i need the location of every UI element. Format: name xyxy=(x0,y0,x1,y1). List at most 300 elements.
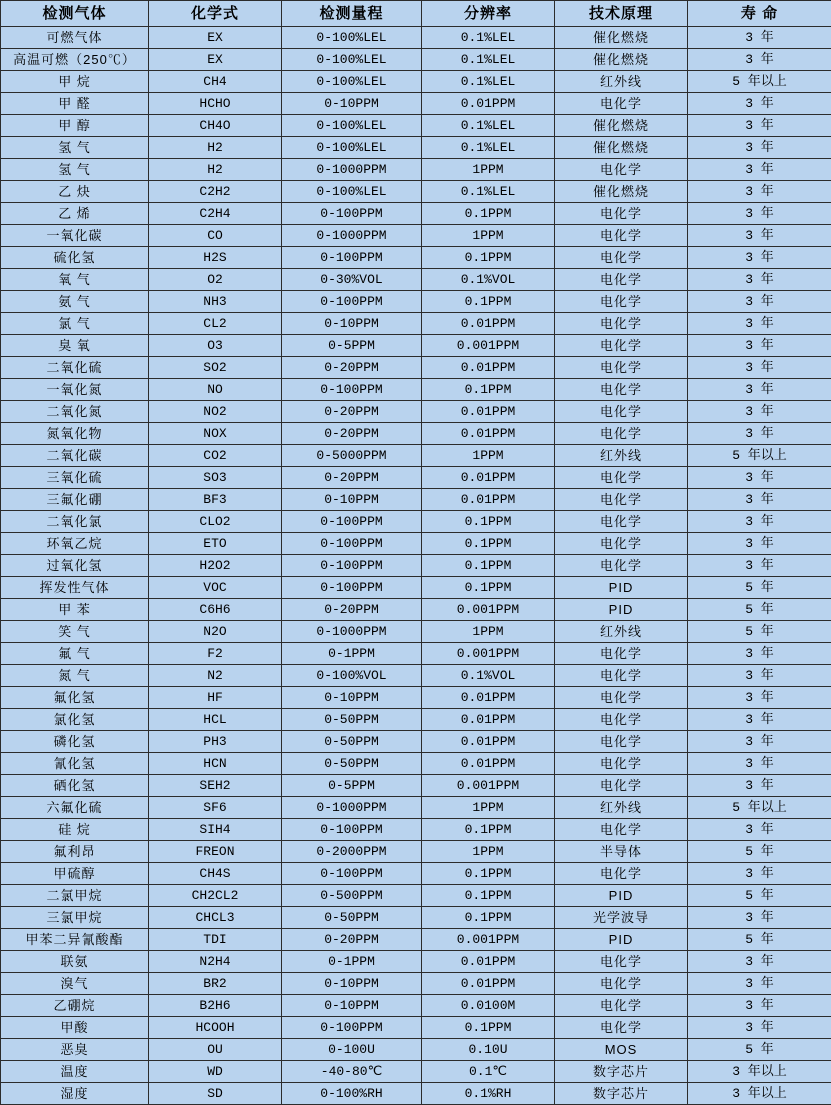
cell-range: 0-5PPM xyxy=(282,335,422,357)
cell-range: 0-100%RH xyxy=(282,1083,422,1105)
cell-gas: 六氟化硫 xyxy=(1,797,149,819)
cell-resolution: 1PPM xyxy=(422,225,555,247)
cell-principle: 电化学 xyxy=(555,775,688,797)
cell-principle: 电化学 xyxy=(555,401,688,423)
cell-principle: 光学波导 xyxy=(555,907,688,929)
column-header-resolution: 分辨率 xyxy=(422,1,555,27)
table-row xyxy=(1,511,831,533)
cell-principle: 电化学 xyxy=(555,533,688,555)
cell-formula: SD xyxy=(149,1083,282,1105)
cell-range: 0-500PPM xyxy=(282,885,422,907)
cell-formula: SF6 xyxy=(149,797,282,819)
table-row xyxy=(1,1039,831,1061)
cell-principle: 电化学 xyxy=(555,731,688,753)
cell-range: 0-100%LEL xyxy=(282,71,422,93)
cell-principle: 电化学 xyxy=(555,423,688,445)
cell-resolution: 0.01PPM xyxy=(422,687,555,709)
cell-formula: SO2 xyxy=(149,357,282,379)
cell-resolution: 0.01PPM xyxy=(422,93,555,115)
cell-lifetime: 3 年 xyxy=(688,335,831,357)
cell-gas: 氟 气 xyxy=(1,643,149,665)
table-row xyxy=(1,841,831,863)
cell-gas: 可燃气体 xyxy=(1,27,149,49)
cell-principle: PID xyxy=(555,929,688,951)
cell-lifetime: 5 年以上 xyxy=(688,445,831,467)
cell-formula: CO xyxy=(149,225,282,247)
cell-resolution: 0.1%LEL xyxy=(422,181,555,203)
cell-range: 0-100%LEL xyxy=(282,115,422,137)
cell-lifetime: 3 年 xyxy=(688,423,831,445)
cell-resolution: 0.1℃ xyxy=(422,1061,555,1083)
cell-gas: 乙硼烷 xyxy=(1,995,149,1017)
cell-formula: HF xyxy=(149,687,282,709)
cell-lifetime: 3 年以上 xyxy=(688,1083,831,1105)
cell-resolution: 0.1%LEL xyxy=(422,137,555,159)
table-row xyxy=(1,753,831,775)
cell-lifetime: 3 年 xyxy=(688,863,831,885)
column-header-formula: 化学式 xyxy=(149,1,282,27)
table-row xyxy=(1,731,831,753)
table-row xyxy=(1,423,831,445)
table-header xyxy=(1,1,831,27)
cell-resolution: 0.1PPM xyxy=(422,577,555,599)
cell-formula: HCL xyxy=(149,709,282,731)
cell-principle: 电化学 xyxy=(555,973,688,995)
table-row xyxy=(1,885,831,907)
cell-resolution: 0.1%LEL xyxy=(422,115,555,137)
cell-principle: 催化燃烧 xyxy=(555,49,688,71)
table-row xyxy=(1,49,831,71)
column-header-gas: 检测气体 xyxy=(1,1,149,27)
cell-principle: 电化学 xyxy=(555,511,688,533)
cell-principle: 电化学 xyxy=(555,863,688,885)
table-row xyxy=(1,93,831,115)
cell-principle: 催化燃烧 xyxy=(555,137,688,159)
cell-formula: H2S xyxy=(149,247,282,269)
cell-range: 0-10PPM xyxy=(282,995,422,1017)
cell-resolution: 0.1PPM xyxy=(422,819,555,841)
cell-range: 0-100PPM xyxy=(282,577,422,599)
cell-range: 0-50PPM xyxy=(282,709,422,731)
table-row xyxy=(1,291,831,313)
cell-formula: EX xyxy=(149,27,282,49)
cell-lifetime: 3 年 xyxy=(688,159,831,181)
cell-lifetime: 3 年 xyxy=(688,137,831,159)
cell-formula: WD xyxy=(149,1061,282,1083)
cell-principle: 催化燃烧 xyxy=(555,27,688,49)
cell-lifetime: 5 年 xyxy=(688,577,831,599)
cell-principle: 电化学 xyxy=(555,555,688,577)
cell-resolution: 1PPM xyxy=(422,159,555,181)
cell-principle: 电化学 xyxy=(555,291,688,313)
cell-formula: NO xyxy=(149,379,282,401)
table-row xyxy=(1,819,831,841)
table-row xyxy=(1,665,831,687)
cell-lifetime: 3 年 xyxy=(688,555,831,577)
cell-gas: 臭 氧 xyxy=(1,335,149,357)
cell-formula: HCN xyxy=(149,753,282,775)
cell-formula: CH4O xyxy=(149,115,282,137)
cell-range: 0-10PPM xyxy=(282,93,422,115)
cell-principle: 电化学 xyxy=(555,335,688,357)
cell-formula: SO3 xyxy=(149,467,282,489)
cell-formula: FREON xyxy=(149,841,282,863)
table-row xyxy=(1,247,831,269)
cell-range: 0-100PPM xyxy=(282,863,422,885)
cell-range: 0-5PPM xyxy=(282,775,422,797)
table-row xyxy=(1,951,831,973)
cell-gas: 硫化氢 xyxy=(1,247,149,269)
cell-resolution: 1PPM xyxy=(422,445,555,467)
cell-resolution: 0.1PPM xyxy=(422,555,555,577)
cell-formula: SIH4 xyxy=(149,819,282,841)
cell-gas: 氟利昂 xyxy=(1,841,149,863)
cell-range: 0-100PPM xyxy=(282,533,422,555)
cell-range: 0-20PPM xyxy=(282,401,422,423)
cell-lifetime: 3 年 xyxy=(688,115,831,137)
cell-gas: 氨 气 xyxy=(1,291,149,313)
cell-lifetime: 3 年 xyxy=(688,313,831,335)
cell-resolution: 0.1PPM xyxy=(422,533,555,555)
cell-formula: CHCL3 xyxy=(149,907,282,929)
cell-resolution: 0.01PPM xyxy=(422,489,555,511)
cell-gas: 乙 炔 xyxy=(1,181,149,203)
table-row xyxy=(1,907,831,929)
cell-gas: 甲 烷 xyxy=(1,71,149,93)
cell-lifetime: 3 年 xyxy=(688,687,831,709)
cell-lifetime: 3 年 xyxy=(688,731,831,753)
cell-formula: NO2 xyxy=(149,401,282,423)
cell-resolution: 0.1PPM xyxy=(422,247,555,269)
cell-resolution: 0.1PPM xyxy=(422,907,555,929)
cell-range: 0-50PPM xyxy=(282,731,422,753)
cell-gas: 二氧化碳 xyxy=(1,445,149,467)
cell-gas: 氯 气 xyxy=(1,313,149,335)
table-row xyxy=(1,797,831,819)
table-header-row xyxy=(1,1,831,27)
cell-gas: 三氟化硼 xyxy=(1,489,149,511)
cell-formula: HCHO xyxy=(149,93,282,115)
cell-principle: 电化学 xyxy=(555,93,688,115)
cell-principle: 红外线 xyxy=(555,797,688,819)
cell-formula: PH3 xyxy=(149,731,282,753)
cell-gas: 高温可燃（250℃） xyxy=(1,49,149,71)
table-row xyxy=(1,533,831,555)
cell-formula: CH4S xyxy=(149,863,282,885)
cell-resolution: 1PPM xyxy=(422,621,555,643)
cell-formula: HCOOH xyxy=(149,1017,282,1039)
cell-lifetime: 5 年 xyxy=(688,885,831,907)
cell-formula: ETO xyxy=(149,533,282,555)
table-row xyxy=(1,27,831,49)
cell-resolution: 0.01PPM xyxy=(422,423,555,445)
cell-gas: 二氯甲烷 xyxy=(1,885,149,907)
cell-principle: 电化学 xyxy=(555,159,688,181)
cell-gas: 乙 烯 xyxy=(1,203,149,225)
cell-resolution: 0.1PPM xyxy=(422,863,555,885)
cell-principle: 电化学 xyxy=(555,687,688,709)
cell-principle: 电化学 xyxy=(555,379,688,401)
cell-lifetime: 3 年 xyxy=(688,225,831,247)
cell-resolution: 0.1PPM xyxy=(422,1017,555,1039)
cell-formula: C2H4 xyxy=(149,203,282,225)
cell-gas: 氟化氢 xyxy=(1,687,149,709)
cell-lifetime: 3 年 xyxy=(688,709,831,731)
cell-formula: H2O2 xyxy=(149,555,282,577)
cell-principle: 电化学 xyxy=(555,819,688,841)
cell-gas: 甲硫醇 xyxy=(1,863,149,885)
table-row xyxy=(1,709,831,731)
cell-gas: 恶臭 xyxy=(1,1039,149,1061)
cell-resolution: 0.001PPM xyxy=(422,643,555,665)
cell-principle: 数字芯片 xyxy=(555,1061,688,1083)
cell-range: 0-100PPM xyxy=(282,1017,422,1039)
cell-range: 0-50PPM xyxy=(282,907,422,929)
cell-resolution: 0.001PPM xyxy=(422,335,555,357)
cell-range: 0-20PPM xyxy=(282,929,422,951)
cell-gas: 甲苯二异氰酸酯 xyxy=(1,929,149,951)
cell-resolution: 0.1PPM xyxy=(422,511,555,533)
cell-formula: C6H6 xyxy=(149,599,282,621)
cell-resolution: 0.001PPM xyxy=(422,775,555,797)
cell-lifetime: 3 年 xyxy=(688,775,831,797)
cell-range: 0-100%LEL xyxy=(282,137,422,159)
column-header-principle: 技术原理 xyxy=(555,1,688,27)
table-row xyxy=(1,445,831,467)
cell-principle: PID xyxy=(555,885,688,907)
table-row xyxy=(1,863,831,885)
cell-range: 0-1000PPM xyxy=(282,225,422,247)
cell-resolution: 0.01PPM xyxy=(422,709,555,731)
cell-lifetime: 3 年 xyxy=(688,643,831,665)
cell-range: 0-100PPM xyxy=(282,203,422,225)
table-row xyxy=(1,995,831,1017)
cell-formula: CO2 xyxy=(149,445,282,467)
cell-principle: 电化学 xyxy=(555,269,688,291)
cell-range: 0-100%LEL xyxy=(282,49,422,71)
cell-lifetime: 3 年 xyxy=(688,819,831,841)
cell-formula: O2 xyxy=(149,269,282,291)
cell-gas: 溴气 xyxy=(1,973,149,995)
table-row xyxy=(1,269,831,291)
cell-formula: N2H4 xyxy=(149,951,282,973)
cell-range: -40-80℃ xyxy=(282,1061,422,1083)
cell-lifetime: 5 年 xyxy=(688,621,831,643)
cell-principle: 红外线 xyxy=(555,621,688,643)
cell-range: 0-100%VOL xyxy=(282,665,422,687)
cell-principle: 电化学 xyxy=(555,995,688,1017)
cell-lifetime: 3 年 xyxy=(688,181,831,203)
cell-resolution: 0.1%VOL xyxy=(422,665,555,687)
cell-gas: 二氧化氯 xyxy=(1,511,149,533)
cell-formula: N2O xyxy=(149,621,282,643)
table-row xyxy=(1,621,831,643)
cell-gas: 甲 醇 xyxy=(1,115,149,137)
table-row xyxy=(1,577,831,599)
cell-formula: NOX xyxy=(149,423,282,445)
cell-lifetime: 3 年以上 xyxy=(688,1061,831,1083)
table-body xyxy=(1,27,831,1105)
cell-principle: 电化学 xyxy=(555,643,688,665)
cell-gas: 二氧化硫 xyxy=(1,357,149,379)
cell-gas: 硅 烷 xyxy=(1,819,149,841)
cell-gas: 挥发性气体 xyxy=(1,577,149,599)
cell-resolution: 0.01PPM xyxy=(422,951,555,973)
cell-principle: 电化学 xyxy=(555,247,688,269)
cell-formula: CH2CL2 xyxy=(149,885,282,907)
cell-lifetime: 3 年 xyxy=(688,291,831,313)
cell-gas: 氢 气 xyxy=(1,159,149,181)
cell-resolution: 0.01PPM xyxy=(422,731,555,753)
cell-gas: 磷化氢 xyxy=(1,731,149,753)
cell-principle: 电化学 xyxy=(555,709,688,731)
cell-lifetime: 3 年 xyxy=(688,907,831,929)
cell-principle: 电化学 xyxy=(555,753,688,775)
cell-principle: 电化学 xyxy=(555,665,688,687)
cell-lifetime: 3 年 xyxy=(688,93,831,115)
cell-lifetime: 3 年 xyxy=(688,467,831,489)
cell-gas: 氮氧化物 xyxy=(1,423,149,445)
cell-gas: 甲 苯 xyxy=(1,599,149,621)
cell-range: 0-10PPM xyxy=(282,687,422,709)
cell-resolution: 0.1%VOL xyxy=(422,269,555,291)
cell-gas: 氧 气 xyxy=(1,269,149,291)
cell-lifetime: 3 年 xyxy=(688,379,831,401)
table-row xyxy=(1,973,831,995)
cell-principle: 数字芯片 xyxy=(555,1083,688,1105)
cell-gas: 氢 气 xyxy=(1,137,149,159)
cell-range: 0-20PPM xyxy=(282,423,422,445)
cell-range: 0-10PPM xyxy=(282,313,422,335)
cell-gas: 湿度 xyxy=(1,1083,149,1105)
cell-range: 0-1000PPM xyxy=(282,797,422,819)
cell-resolution: 0.01PPM xyxy=(422,357,555,379)
cell-gas: 过氧化氢 xyxy=(1,555,149,577)
cell-gas: 甲酸 xyxy=(1,1017,149,1039)
cell-formula: VOC xyxy=(149,577,282,599)
cell-lifetime: 3 年 xyxy=(688,357,831,379)
cell-lifetime: 3 年 xyxy=(688,27,831,49)
cell-lifetime: 3 年 xyxy=(688,995,831,1017)
cell-formula: CH4 xyxy=(149,71,282,93)
cell-gas: 一氧化碳 xyxy=(1,225,149,247)
cell-range: 0-20PPM xyxy=(282,467,422,489)
cell-resolution: 1PPM xyxy=(422,841,555,863)
cell-principle: 电化学 xyxy=(555,489,688,511)
cell-resolution: 0.10U xyxy=(422,1039,555,1061)
cell-lifetime: 3 年 xyxy=(688,203,831,225)
cell-lifetime: 3 年 xyxy=(688,753,831,775)
cell-range: 0-50PPM xyxy=(282,753,422,775)
cell-resolution: 0.01PPM xyxy=(422,973,555,995)
cell-gas: 氮 气 xyxy=(1,665,149,687)
table-row xyxy=(1,159,831,181)
cell-range: 0-100%LEL xyxy=(282,181,422,203)
table-row xyxy=(1,1061,831,1083)
table-row xyxy=(1,775,831,797)
cell-gas: 温度 xyxy=(1,1061,149,1083)
cell-principle: PID xyxy=(555,577,688,599)
cell-principle: 红外线 xyxy=(555,71,688,93)
cell-resolution: 0.1PPM xyxy=(422,379,555,401)
cell-resolution: 0.1PPM xyxy=(422,291,555,313)
cell-range: 0-100PPM xyxy=(282,819,422,841)
cell-principle: 催化燃烧 xyxy=(555,115,688,137)
cell-gas: 甲 醛 xyxy=(1,93,149,115)
cell-resolution: 0.01PPM xyxy=(422,467,555,489)
cell-principle: 电化学 xyxy=(555,467,688,489)
cell-principle: 红外线 xyxy=(555,445,688,467)
cell-resolution: 0.01PPM xyxy=(422,313,555,335)
cell-lifetime: 3 年 xyxy=(688,665,831,687)
cell-lifetime: 5 年以上 xyxy=(688,71,831,93)
cell-resolution: 0.001PPM xyxy=(422,929,555,951)
table-row xyxy=(1,181,831,203)
cell-range: 0-100PPM xyxy=(282,247,422,269)
cell-principle: 电化学 xyxy=(555,203,688,225)
cell-formula: SEH2 xyxy=(149,775,282,797)
cell-formula: H2 xyxy=(149,159,282,181)
cell-range: 0-1PPM xyxy=(282,951,422,973)
cell-formula: N2 xyxy=(149,665,282,687)
table-row xyxy=(1,599,831,621)
cell-gas: 联氨 xyxy=(1,951,149,973)
cell-principle: PID xyxy=(555,599,688,621)
cell-lifetime: 5 年 xyxy=(688,929,831,951)
cell-formula: F2 xyxy=(149,643,282,665)
cell-lifetime: 3 年 xyxy=(688,49,831,71)
cell-resolution: 0.0100M xyxy=(422,995,555,1017)
cell-lifetime: 3 年 xyxy=(688,1017,831,1039)
cell-gas: 环氧乙烷 xyxy=(1,533,149,555)
table-row xyxy=(1,313,831,335)
cell-range: 0-20PPM xyxy=(282,357,422,379)
cell-formula: CLO2 xyxy=(149,511,282,533)
cell-lifetime: 3 年 xyxy=(688,511,831,533)
table-row xyxy=(1,1083,831,1105)
cell-gas: 氰化氢 xyxy=(1,753,149,775)
cell-principle: 半导体 xyxy=(555,841,688,863)
cell-resolution: 0.01PPM xyxy=(422,401,555,423)
cell-resolution: 1PPM xyxy=(422,797,555,819)
cell-formula: CL2 xyxy=(149,313,282,335)
cell-principle: 催化燃烧 xyxy=(555,181,688,203)
cell-gas: 氯化氢 xyxy=(1,709,149,731)
cell-lifetime: 3 年 xyxy=(688,489,831,511)
table-row xyxy=(1,137,831,159)
table-row xyxy=(1,687,831,709)
cell-range: 0-1PPM xyxy=(282,643,422,665)
cell-principle: 电化学 xyxy=(555,225,688,247)
table-row xyxy=(1,357,831,379)
cell-formula: TDI xyxy=(149,929,282,951)
cell-range: 0-100PPM xyxy=(282,291,422,313)
cell-principle: 电化学 xyxy=(555,313,688,335)
cell-formula: EX xyxy=(149,49,282,71)
cell-formula: BR2 xyxy=(149,973,282,995)
cell-principle: 电化学 xyxy=(555,1017,688,1039)
table-row xyxy=(1,115,831,137)
cell-resolution: 0.001PPM xyxy=(422,599,555,621)
cell-gas: 二氧化氮 xyxy=(1,401,149,423)
cell-formula: OU xyxy=(149,1039,282,1061)
cell-lifetime: 3 年 xyxy=(688,973,831,995)
table-row xyxy=(1,379,831,401)
cell-range: 0-100PPM xyxy=(282,555,422,577)
table-row xyxy=(1,203,831,225)
cell-formula: C2H2 xyxy=(149,181,282,203)
cell-range: 0-1000PPM xyxy=(282,621,422,643)
